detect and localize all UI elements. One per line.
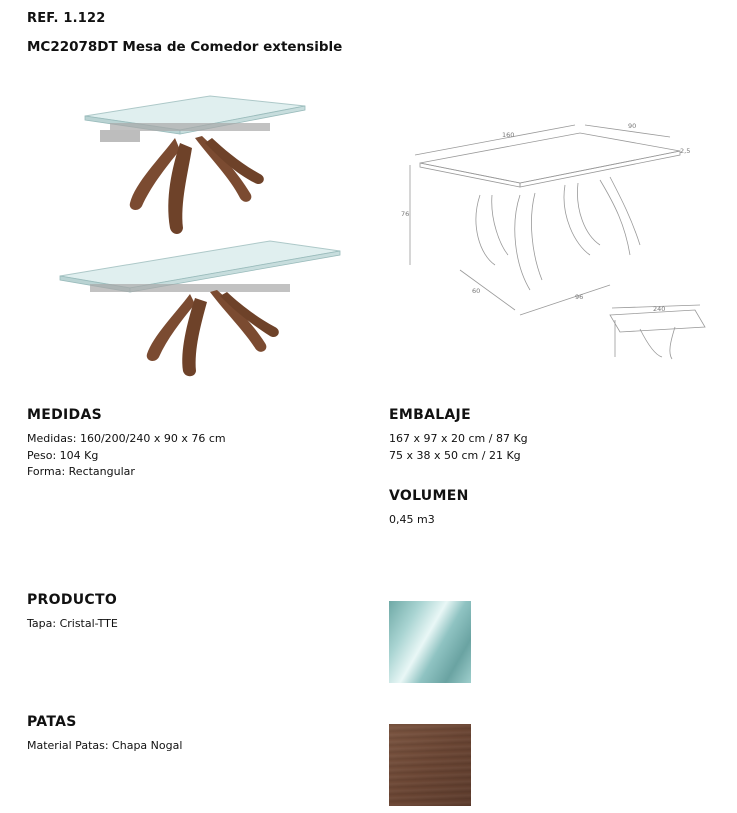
dim-top-label: 160 (502, 131, 515, 139)
product-photo-extended (55, 236, 345, 381)
dim-height-label: 76 (401, 210, 410, 218)
ext-width-label: 240 (653, 305, 666, 313)
dim-leg-width-label: 96 (575, 293, 584, 301)
medidas-line-1: Medidas: 160/200/240 x 90 x 76 cm (27, 432, 226, 445)
product-title: MC22078DT Mesa de Comedor extensible (27, 39, 343, 55)
medidas-line-3: Forma: Rectangular (27, 465, 135, 478)
medidas-heading: MEDIDAS (27, 407, 102, 423)
patas-line: Material Patas: Chapa Nogal (27, 739, 183, 752)
dim-depth-label: 90 (628, 122, 637, 130)
producto-line: Tapa: Cristal-TTE (27, 617, 118, 630)
dim-thick-label: 2,5 (680, 147, 691, 155)
glass-swatch (389, 601, 471, 683)
patas-heading: PATAS (27, 714, 77, 730)
product-photo-closed (80, 88, 320, 243)
medidas-line-2: Peso: 104 Kg (27, 448, 99, 462)
technical-drawing (400, 115, 715, 370)
dim-leg-depth-label: 60 (472, 287, 481, 295)
reference-code: REF. 1.122 (27, 11, 106, 26)
embalaje-line-1: 167 x 97 x 20 cm / 87 Kg (389, 432, 528, 445)
volumen-value: 0,45 m3 (389, 513, 435, 526)
walnut-swatch (389, 724, 471, 806)
embalaje-line-2: 75 x 38 x 50 cm / 21 Kg (389, 448, 521, 462)
volumen-heading: VOLUMEN (389, 488, 469, 504)
embalaje-heading: EMBALAJE (389, 407, 471, 423)
producto-heading: PRODUCTO (27, 592, 118, 608)
